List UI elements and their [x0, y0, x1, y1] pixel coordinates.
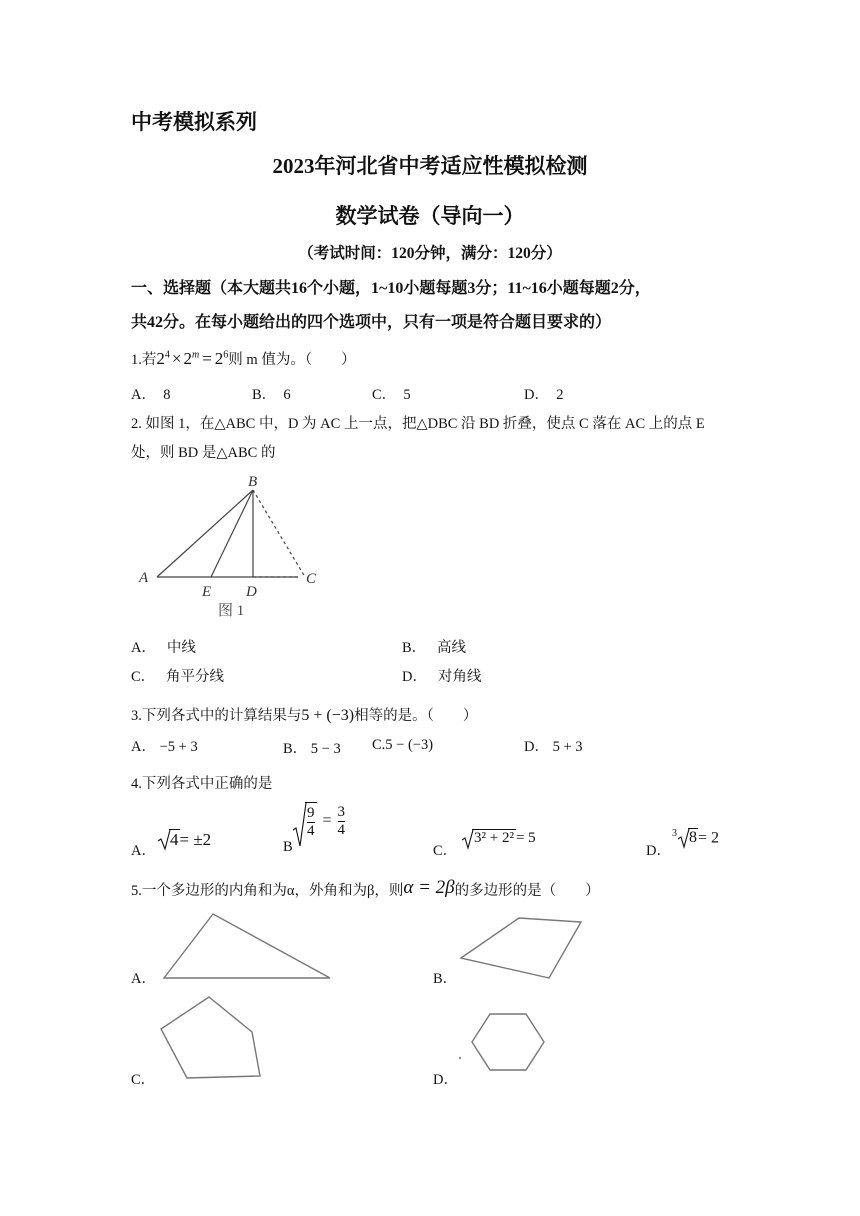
question-5-stem: 5.一个多边形的内角和为α，外角和为β，则α = 2β的多边形的是（ ）: [131, 877, 600, 899]
q1-option-a[interactable]: A． 8: [131, 387, 171, 403]
q3-option-b[interactable]: B． 5 − 3: [283, 741, 341, 757]
exam-info: （考试时间：120分钟，满分：120分）: [298, 245, 562, 262]
triangle-shape: [164, 914, 330, 978]
point-label-e: E: [202, 584, 212, 600]
q4-option-d-expression[interactable]: $^3$ 8= 2: [672, 828, 719, 847]
question-2-line2: 处，则 BD 是△ABC 的: [131, 445, 276, 461]
hexagon-shape: [472, 1014, 544, 1070]
exam-subtitle: 数学试卷（导向一）: [335, 204, 525, 228]
q1-option-c[interactable]: C． 5: [372, 387, 411, 403]
q4-option-c-expression[interactable]: 3² + 2² = 5: [461, 830, 536, 847]
point-label-a: A: [139, 570, 149, 586]
q3-option-a[interactable]: A． −5 + 3: [131, 739, 198, 755]
point-label-b: B: [248, 474, 258, 490]
q4-option-a-expression[interactable]: 4= ±2: [157, 830, 211, 850]
question-1-suffix: 则 m 值为。（ ）: [228, 352, 356, 368]
question-1-expression: $2^4 \times 2^m = 2^6$: [156, 349, 229, 368]
q2-option-c[interactable]: C． 角平分线: [131, 669, 225, 685]
question-5-expression: α = 2β: [403, 877, 455, 898]
q3-option-d[interactable]: D． 5 + 3: [524, 739, 583, 755]
q4-option-a-label[interactable]: A．: [131, 843, 156, 859]
q2-option-d[interactable]: D． 对角线: [402, 669, 482, 685]
q5-option-d[interactable]: D．: [433, 1072, 458, 1088]
series-label: 中考模拟系列: [131, 110, 257, 134]
question-4-stem: 4.下列各式中正确的是: [131, 776, 273, 792]
q5-option-a[interactable]: A．: [131, 971, 156, 987]
q2-option-b[interactable]: B． 高线: [402, 640, 467, 656]
pentagon-shape: [161, 997, 260, 1078]
q5-option-b[interactable]: B．: [433, 971, 458, 987]
q4-option-d-label[interactable]: D．: [646, 843, 671, 859]
q1-option-b[interactable]: B． 6: [252, 387, 291, 403]
section-heading-line1: 一、选择题（本大题共16个小题，1~10小题每题3分；11~16小题每题2分，: [131, 280, 651, 297]
question-3-expression: 5 + (−3): [301, 707, 355, 724]
section-heading-line2: 共42分。在每小题给出的四个选项中，只有一项是符合题目要求的）: [131, 314, 612, 331]
point-label-d: D: [246, 584, 257, 600]
q4-option-c-label[interactable]: C．: [433, 843, 458, 859]
q1-option-d[interactable]: D． 2: [524, 387, 564, 403]
q3-option-c[interactable]: C.5 − (−3): [372, 737, 434, 753]
question-1-prefix: 1.若: [131, 352, 157, 368]
q4-option-b-label[interactable]: B: [283, 839, 293, 855]
point-label-c: C: [306, 571, 317, 587]
question-2-line1: 2. 如图 1，在△ABC 中，D 为 AC 上一点，把△DBC 沿 BD 折叠，使点 C 落在 AC 上的点 E: [131, 416, 705, 432]
exam-title: 2023年河北省中考适应性模拟检测: [272, 154, 588, 178]
q5-option-c[interactable]: C．: [131, 1072, 156, 1088]
q4-option-b-expression[interactable]: $\frac{9}{4}$ = $\frac{3}{4}$: [292, 802, 345, 840]
figure-caption: 图 1: [218, 603, 245, 619]
q2-option-a[interactable]: A． 中线: [131, 640, 196, 656]
question-3-stem: 3.下列各式中的计算结果与5 + (−3)相等的是。（ ）: [131, 707, 478, 724]
quadrilateral-shape: [461, 918, 581, 978]
